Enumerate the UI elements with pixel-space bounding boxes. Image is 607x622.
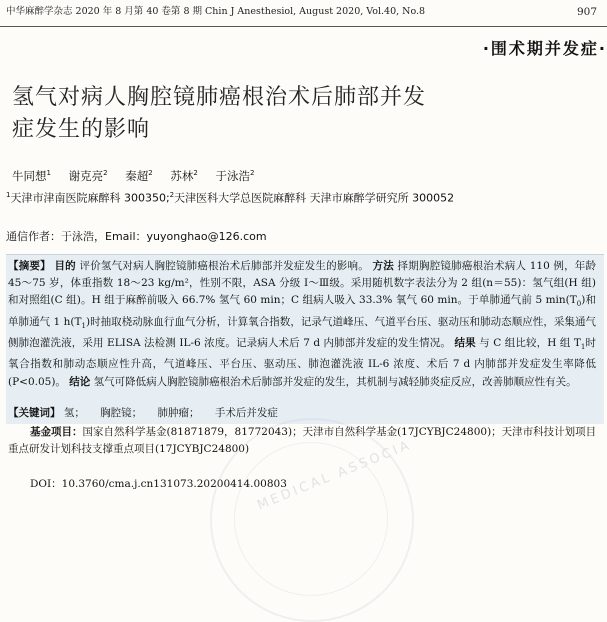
author: 苏林$^2$: [170, 169, 198, 183]
watermark-seal: MEDICAL ASSOCIA: [210, 418, 414, 622]
abstract: 【摘要】 目的 评价氢气对病人胸腔镜肺癌根治术后肺部并发症发生的影响。 方法 择期胸腔镜肺癌根治术病人 110 例，年龄 45～75 岁，体重指数 18～23 kg/m²，性别不限，ASA 分级 Ⅰ～Ⅲ级。采用随机数字表法分为 2 组(n＝55)：氢气组(H 组)和对照组(C 组)。H 组于麻醉前吸入 66.7% 氢气 60 min；C 组病人吸入 33.3% 氧气 60 min。于单肺通气前 5 $\min(T_0)$和单肺通气 1 $h(T_1)$时抽取桡动脉血行血气分析，计算氧合指数，记录气道峰压、气道平台压、驱动压和肺动态顺应性，采集通气侧肺泡灌洗液，采用 ELISA 法检测 IL-6 浓度。记录病人术后 7 d 内肺部并发症的发生情况。 结果 与 C 组比较，H 组 $T_1$时氧合指数和肺动态顺应性升高，气道峰压、平台压、驱动压、肺泡灌洗液 IL-6 浓度、术后 7 d 内肺部并发症发生率降低(P<0.05)。 结论 氢气可降低病人胸腔镜肺癌根治术后肺部并发症的发生，其机制与减轻肺炎症反应，改善肺顺应性有关。: [8, 260, 597, 388]
keyword: 肺肿瘤；: [157, 407, 200, 419]
conclusion-label: 结论: [69, 375, 91, 388]
running-head: [4, 4, 597, 20]
keywords-label: 【关键词】: [8, 407, 61, 419]
keywords: [8, 405, 290, 422]
affiliations: $^1$天津市津南医院麻醉科 300350;$^2$天津医科大学总医院麻醉科 天津市麻醉学研究所 300052: [6, 191, 455, 205]
doi: DOI：10.3760/cma.j.cn131073.20200414.00803: [30, 478, 287, 490]
column-tag: ·围术期并发症·: [471, 38, 607, 60]
author: 谢克亮$^2$: [68, 169, 108, 183]
article-title: 氢气对病人胸腔镜肺癌根治术后肺部并发症发生的影响: [12, 85, 427, 142]
page-number: 907: [576, 6, 597, 18]
abstract-label: 【摘要】: [8, 260, 51, 272]
author: 秦超$^2$: [125, 169, 153, 183]
funding: 基金项目：国家自然科学基金(81871879，81772043)；天津市自然科学基金(17JCYBJC24800)；天津市科技计划项目重点研发计划科技支撑重点项目(17JCYBJC24800): [8, 426, 597, 455]
header-rule: [0, 26, 607, 27]
author: 于泳浩$^2$: [215, 169, 255, 183]
keyword: 手术后并发症: [214, 407, 278, 419]
author: 牛同想$^1$: [12, 169, 51, 183]
funding-label: 基金项目：: [30, 426, 83, 438]
journal-citation: 中华麻醉学杂志 2020 年 8 月第 40 卷第 8 期 Chin J Anesthesiol, August 2020, Vol.40, No.8: [6, 6, 426, 17]
keyword: 胸腔镜；: [100, 407, 143, 419]
corresponding-author: 通信作者：于泳浩，Email：yuyonghao@126.com: [6, 230, 267, 243]
author-list: [12, 168, 268, 184]
results-label: 结果: [454, 337, 476, 349]
methods-label: 方法: [372, 260, 394, 272]
keyword: 氢；: [63, 407, 85, 419]
objective-label: 目的: [54, 260, 76, 272]
